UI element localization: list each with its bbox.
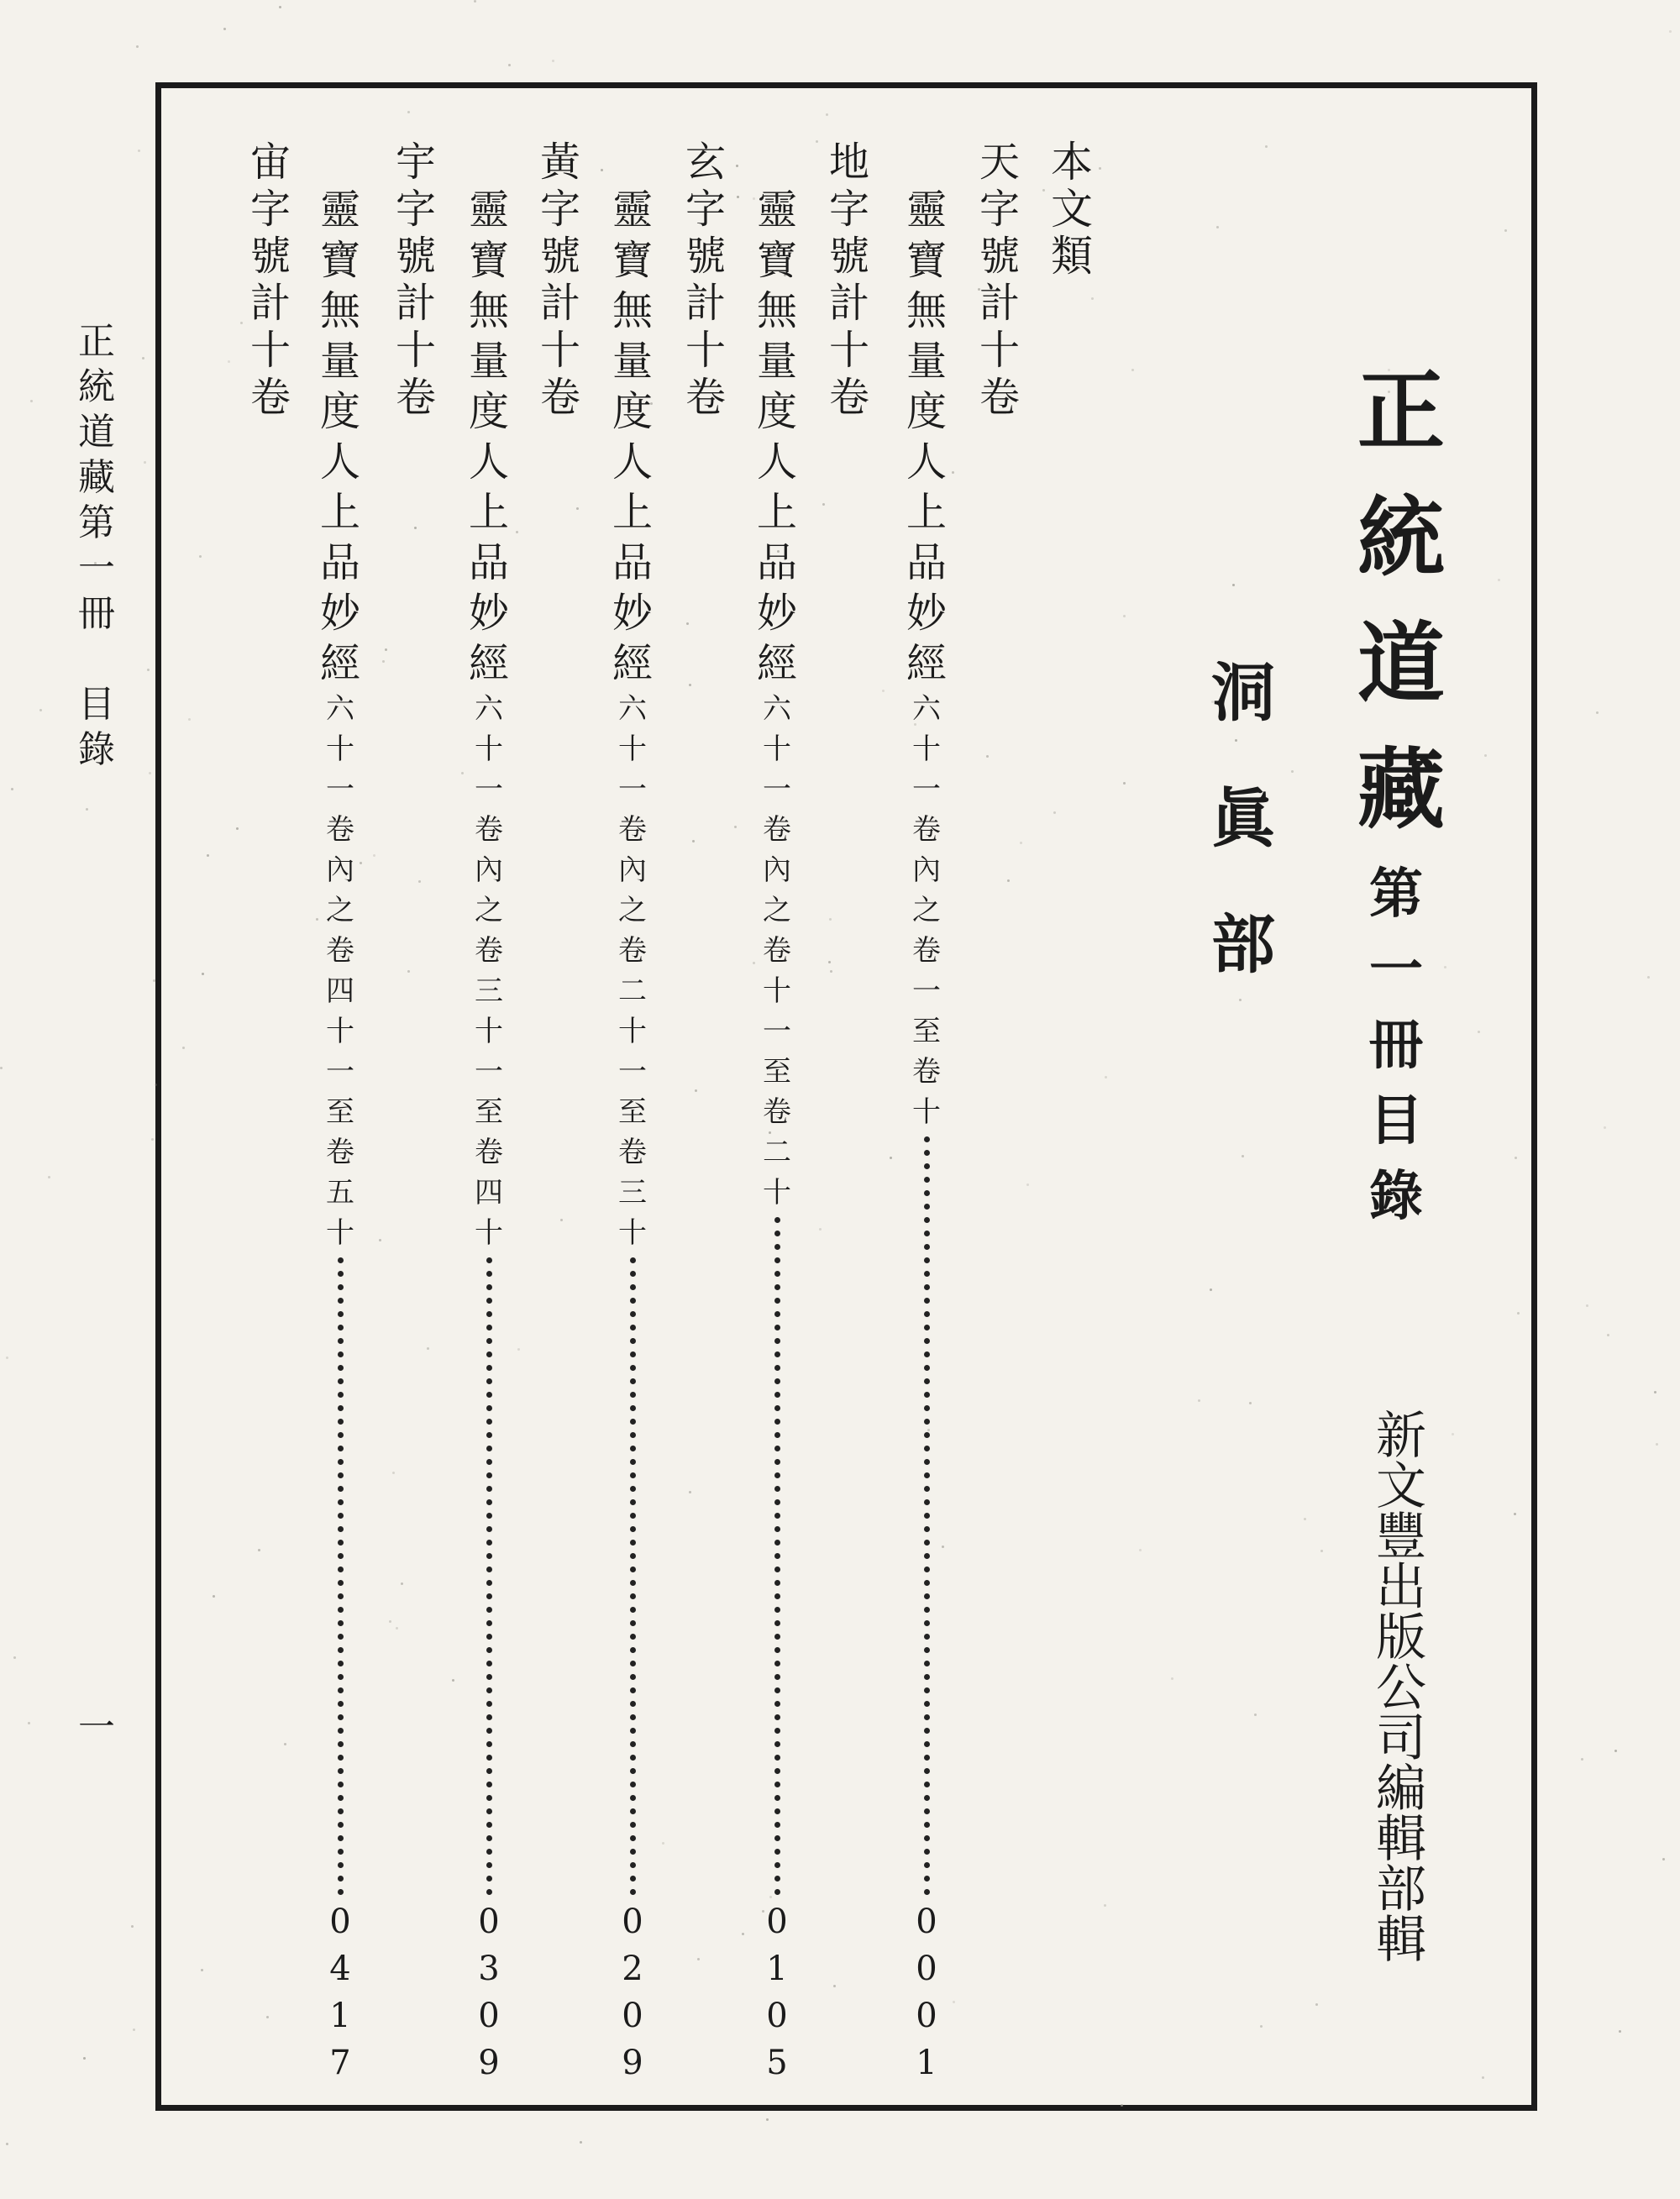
volume-title: 第 一 冊 目 錄 xyxy=(1369,863,1423,1228)
group-heading: 宙 字 號 計 十 卷 xyxy=(249,139,291,421)
dot-leader xyxy=(338,1253,344,1898)
group-heading: 宇 字 號 計 十 卷 xyxy=(395,139,436,421)
group-heading: 玄 字 號 計 十 卷 xyxy=(685,139,726,421)
dot-leader xyxy=(486,1253,492,1898)
main-title: 正 統 道 藏 xyxy=(1357,360,1445,841)
toc-entry: 靈 寶 無 量 度 人 上 品 妙 經 六 十 一 卷 內 之 卷 十 一 至 卷 二 十 0 1 0 5 xyxy=(756,186,797,2082)
publisher-credit: 新 文 豐 出 版 公 司 編 輯 部 輯 xyxy=(1376,1407,1426,1970)
section-heading: 本 文 類 xyxy=(1051,138,1093,281)
group-heading: 天 字 號 計 十 卷 xyxy=(979,139,1020,421)
group-heading: 地 字 號 計 十 卷 xyxy=(828,139,869,421)
toc-entry: 靈 寶 無 量 度 人 上 品 妙 經 六 十 一 卷 內 之 卷 二 十 一 至 卷 三 十 0 2 0 9 xyxy=(612,186,653,2082)
division-label: 洞 眞 部 xyxy=(1211,655,1275,982)
dot-leader xyxy=(630,1253,636,1898)
toc-entry: 靈 寶 無 量 度 人 上 品 妙 經 六 十 一 卷 內 之 卷 四 十 一 至 卷 五 十 0 4 1 7 xyxy=(319,186,360,2082)
dot-leader xyxy=(924,1132,930,1898)
running-head: 正 統 道 藏 第 一 冊 目 錄 xyxy=(78,320,115,771)
dot-leader xyxy=(774,1213,780,1898)
page-number: 一 xyxy=(78,1706,115,1749)
group-heading: 黃 字 號 計 十 卷 xyxy=(539,139,580,421)
toc-entry: 靈 寶 無 量 度 人 上 品 妙 經 六 十 一 卷 內 之 卷 一 至 卷 十 0 0 0 1 xyxy=(906,186,947,2082)
toc-entry: 靈 寶 無 量 度 人 上 品 妙 經 六 十 一 卷 內 之 卷 三 十 一 至 卷 四 十 0 3 0 9 xyxy=(468,186,509,2082)
